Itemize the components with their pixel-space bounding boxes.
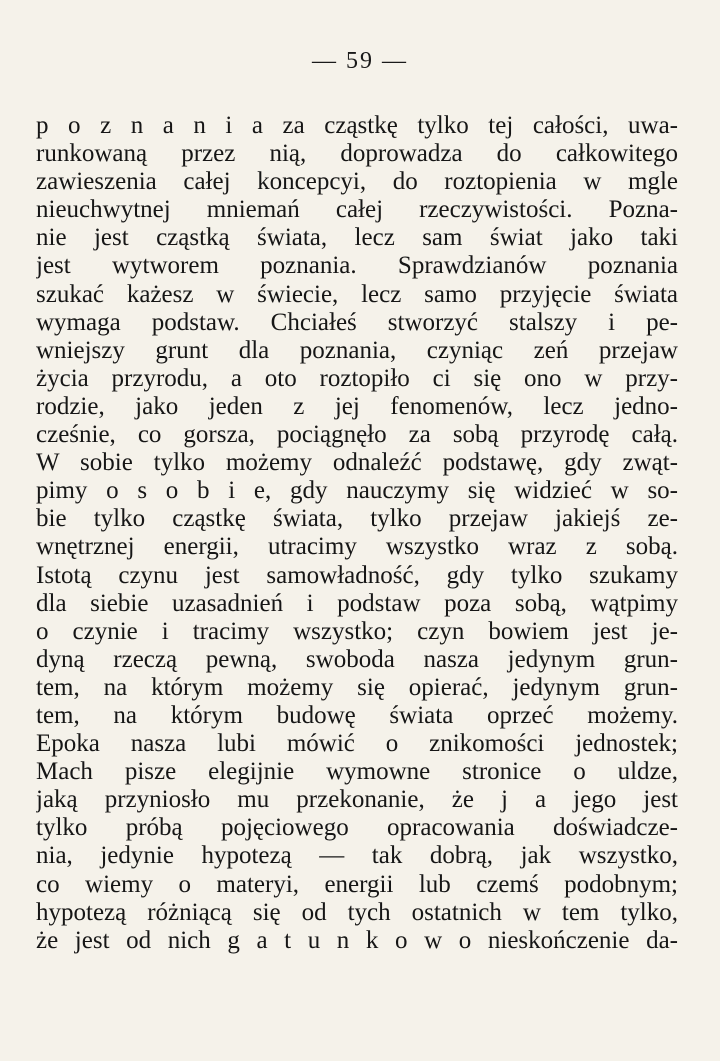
text-line: runkowaną przez nią, doprowadza do całkowitego (36, 140, 678, 168)
text-line: że jest od nich g a t u n k o w o nieskończenie da- (36, 926, 678, 954)
page-number: — 59 — (312, 48, 408, 74)
text-line: życia przyrodu, a oto roztopiło ci się ono w przy- (36, 364, 678, 392)
text-line: Mach pisze elegijnie wymowne stronice o uldze, (36, 758, 678, 786)
text-line: rodzie, jako jeden z jej fenomenów, lecz jedno- (36, 392, 678, 420)
text-line: Epoka nasza lubi mówić o znikomości jednostek; (36, 730, 678, 758)
text-line: pimy o s o b i e, gdy nauczymy się widzieć w so- (36, 477, 678, 505)
text-line: jaką przyniosło mu przekonanie, że j a jego jest (36, 786, 678, 814)
text-line: nieuchwytnej mniemań całej rzeczywistości. Pozna- (36, 196, 678, 224)
text-line: nie jest cząstką świata, lecz sam świat jako taki (36, 224, 678, 252)
text-line: p o z n a n i a za cząstkę tylko tej całości, uwa- (36, 112, 678, 139)
text-line: szukać każesz w świecie, lecz samo przyjęcie świata (36, 280, 678, 308)
text-line: o czynie i tracimy wszystko; czyn bowiem jest je- (36, 617, 678, 645)
text-line: zawieszenia całej koncepcyi, do roztopienia w mgle (36, 168, 678, 196)
text-line: jest wytworem poznania. Sprawdzianów poznania (36, 252, 678, 280)
text-line: tem, na którym możemy się opierać, jedynym grun- (36, 673, 678, 701)
text-line: hypotezą różniącą się od tych ostatnich w tem tylko, (36, 898, 678, 926)
body-text (36, 112, 678, 955)
text-line: nia, jedynie hypotezą — tak dobrą, jak wszystko, (36, 842, 678, 870)
text-line: wnętrznej energii, utracimy wszystko wraz z sobą. (36, 533, 678, 561)
text-line: tylko próbą pojęciowego opracowania doświadcze- (36, 814, 678, 842)
text-line: wymaga podstaw. Chciałeś stworzyć stalszy i pe- (36, 308, 678, 336)
text-line: tem, na którym budowę świata oprzeć możemy. (36, 701, 678, 729)
text-line: Istotą czynu jest samowładność, gdy tylko szukamy (36, 561, 678, 589)
text-line: wniejszy grunt dla poznania, czyniąc zeń przejaw (36, 336, 678, 364)
text-line: cześnie, co gorsza, pociągnęło za sobą przyrodę całą. (36, 421, 678, 449)
text-line: dla siebie uzasadnień i podstaw poza sobą, wątpimy (36, 589, 678, 617)
text-line: dyną rzeczą pewną, swoboda nasza jedynym grun- (36, 645, 678, 673)
text-line: co wiemy o materyi, energii lub czemś podobnym; (36, 870, 678, 898)
text-line: bie tylko cząstkę świata, tylko przejaw jakiejś ze- (36, 505, 678, 533)
text-line: W sobie tylko możemy odnaleźć podstawę, gdy zwąt- (36, 449, 678, 477)
